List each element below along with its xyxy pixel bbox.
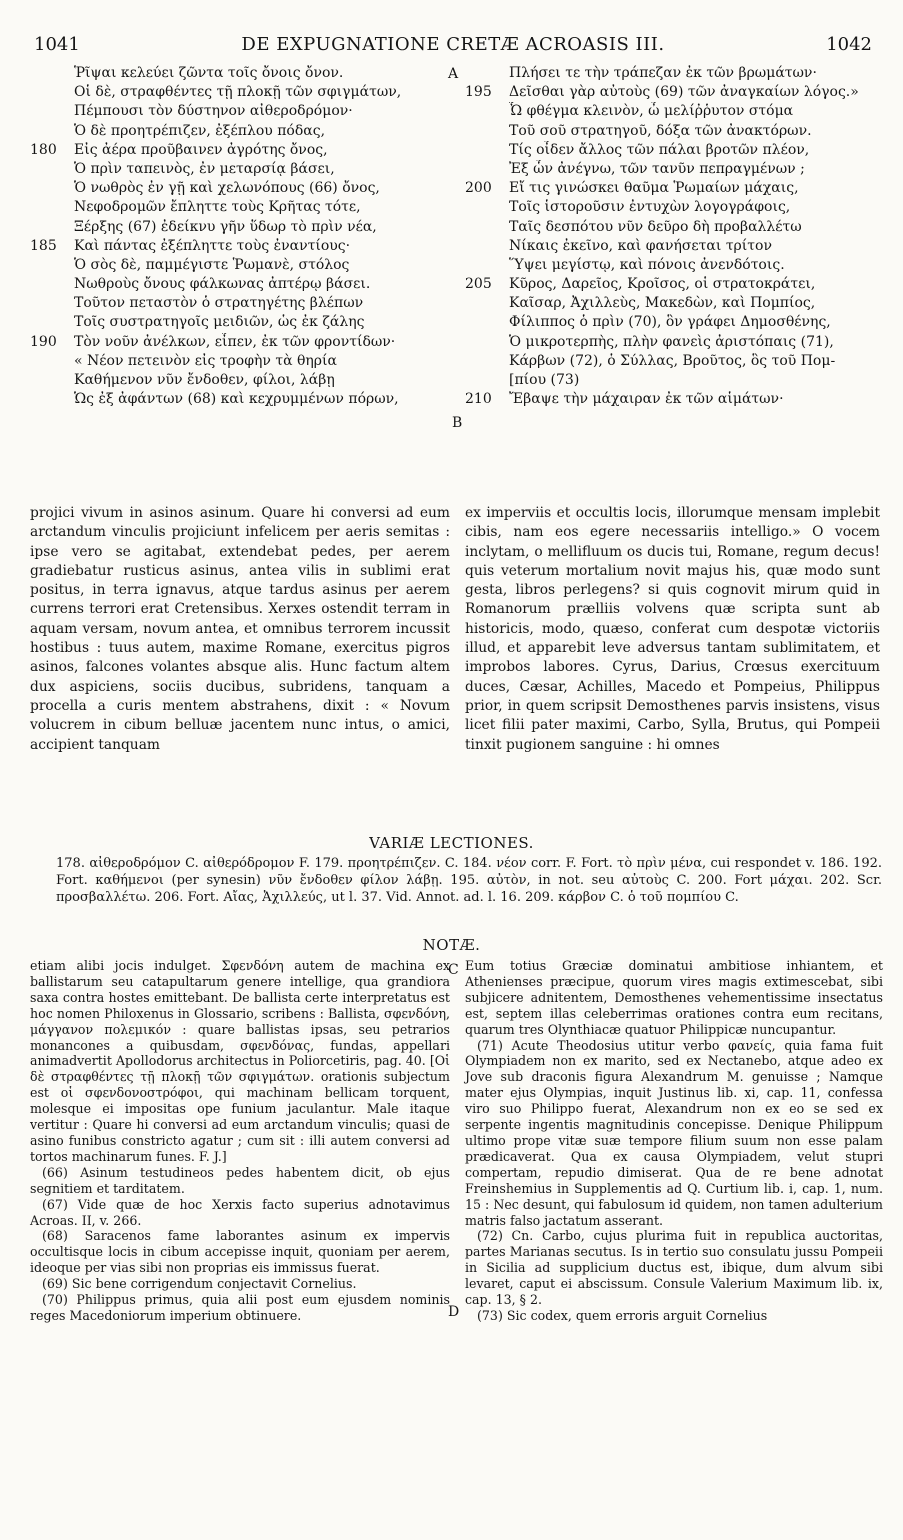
verse-line [30, 371, 448, 390]
verse-line [30, 333, 448, 352]
verse-line [465, 313, 885, 332]
margin-marker-c: C [448, 962, 459, 978]
verse-line [465, 371, 885, 390]
verse-line-number: 190 [30, 333, 57, 350]
verse-line-number: 195 [465, 84, 492, 101]
verse-line-number: 180 [30, 141, 57, 158]
verse-line [465, 198, 885, 217]
note-paragraph: (66) Asinum testudineos pedes habentem dicit, ob ejus segnitiem et tarditatem. [30, 1164, 450, 1196]
verse-line-number: 210 [465, 391, 492, 408]
notes-left-column [30, 958, 450, 1324]
verse-line [30, 256, 448, 275]
notes-right-column [465, 958, 883, 1324]
verse-line-text: Ἔβαψε τὴν μάχαιραν ἐκ τῶν αἱμάτων· [509, 391, 784, 408]
verse-line-text: Εἴ τις γινώσκει θαῦμα Ῥωμαίων μάχαις, [509, 180, 799, 197]
note-paragraph: (67) Vide quæ de hoc Xerxis facto superius adnotavimus Acroas. II, v. 266. [30, 1196, 450, 1228]
verse-line [30, 218, 448, 237]
verse-line-text: Οἱ δὲ, στραφθέντες τῇ πλοκῇ τῶν σφιγμάτων, [74, 84, 402, 101]
verse-line [30, 275, 448, 294]
verse-line-text: Ὡς ἐξ ἀφάντων (68) καὶ κεχρυμμένων πόρων, [74, 391, 399, 408]
verse-line [465, 237, 885, 256]
verse-line-text: Ὁ πρὶν ταπεινὸς, ἐν μεταρσίᾳ βάσει, [74, 160, 335, 177]
verse-line [465, 352, 885, 371]
verse-line-text: Ῥῖψαι κελεύει ζῶντα τοῖς ὄνοις ὄνον. [74, 65, 344, 81]
verse-line-text: Καῖσαρ, Ἀχιλλεὺς, Μακεδὼν, καὶ Πομπίος, [509, 295, 816, 312]
verse-line-text: Τοῖς συστρατηγοῖς μειδιῶν, ὡς ἐκ ζάλης [74, 314, 365, 331]
verse-line-text: Ὕψει μεγίστῳ, καὶ πόνοις ἀνενδότοις. [509, 256, 785, 273]
page-header [34, 34, 872, 60]
verse-line [30, 313, 448, 332]
verse-line [30, 160, 448, 179]
verse-line [465, 83, 885, 102]
margin-marker-a: A [448, 66, 459, 82]
verse-line [465, 64, 885, 83]
verse-line [465, 179, 885, 198]
running-title: DE EXPUGNATIONE CRETÆ ACROASIS III. [241, 34, 665, 55]
verse-line-text: Τοῖς ἱστοροῦσιν ἐντυχὼν λογογράφοις, [509, 199, 791, 216]
verse-line [30, 237, 448, 256]
verse-line-text: Φίλιππος ὁ πρὶν (70), ὃν γράφει Δημοσθένης, [509, 314, 831, 331]
variae-lectiones-heading: VARIÆ LECTIONES. [369, 834, 534, 852]
verse-line-text: Ξέρξης (67) ἐδείκνυ γῆν ὕδωρ τὸ πρὶν νέα, [74, 218, 377, 235]
verse-line-text: Νίκαις ἐκεῖνο, καὶ φανήσεται τρίτον [509, 237, 772, 254]
verse-line-text: Ταῖς δεσπότου νῦν δεῦρο δὴ προβαλλέτω [509, 218, 802, 235]
note-paragraph: etiam alibi jocis indulget. Σφενδόνη autem de machina ex ballistarum seu catapultarum genere intellige, qua grandiora saxa contra hostes emittebant. De ballista certe interpretatus est hoc nomen Philoxenus in Glossario, scribens : Ballista, σφενδόνη, μάγγανον πολεμικόν : quare ballistas ipsas, seu petrarios monancones a quibusdam, σφενδόνας, fundas, appellari animadvertit Apollodorus architectus in Poliorcetiris, pag. 40. [Οἱ δὲ στραφθέντες τῇ πλοκῇ τῶν σφιγμάτων. orationis subjectum est οἱ σφενδονοστρόφοι, qui machinam bellicam torquent, molesque ei impositas ope funium jaculantur. Male itaque vertitur : Quare hi conversi ad eum arctandum vinculis; quasi de asino funibus constricto agatur ; cum sit : illi autem conversi ad tortos machinarum funes. F. J.] [30, 958, 450, 1164]
verse-line [465, 160, 885, 179]
variae-lectiones-text: 178. αἰθεροδρόμον C. αἰθερόδρομον F. 179. προητρέπιζεν. C. 184. νέον corr. F. Fort. τὸ πρὶν μένα, cui respondet v. 186. 192. Fort. καθήμενοι (per synesin) νῦν ἔνδοθεν φίλον λάβῃ. 195. αὐτὸν, in not. seu αὐτοὺς C. 200. Fort μάχαι. 202. Scr. προσβαλλέτω. 206. Fort. Αἴας, Ἀχιλλεύς, ut l. 37. Vid. Annot. ad. l. 16. 209. κάρβον C. ὁ τοῦ πομπίου C. [56, 856, 882, 905]
verse-line-text: Ἐξ ὧν ἀνέγνω, τῶν τανῦν πεπραγμένων ; [509, 160, 805, 177]
verse-line [465, 218, 885, 237]
margin-marker-b: B [452, 415, 463, 431]
verse-line-text: Ὁ νωθρὸς ἐν γῇ καὶ χελωνόπους (66) ὄνος, [74, 180, 380, 197]
page-number-left: 1041 [34, 34, 80, 55]
verse-line [30, 122, 448, 141]
verse-line [30, 294, 448, 313]
verse-line [465, 390, 885, 409]
verse-line-number: 205 [465, 276, 492, 293]
greek-verse-left-column [30, 64, 448, 409]
page-number-right: 1042 [826, 34, 872, 55]
verse-line-number: 200 [465, 180, 492, 197]
verse-line [30, 64, 448, 83]
verse-line-text: Καθήμενον νῦν ἔνδοθεν, φίλοι, λάβῃ [74, 372, 335, 388]
verse-line-text: Τίς οἶδεν ἄλλος τῶν πάλαι βροτῶν πλέον, [509, 141, 810, 158]
verse-line [30, 352, 448, 371]
verse-line [30, 141, 448, 160]
latin-translation-right: ex imperviis et occultis locis, illorumque mensam implebit cibis, nam eos egere necessariis intelligo.» O vocem inclytam, o mellifluum os ducis tui, Romane, regum decus! quis veterum mortalium novit majus his, quæ modo sunt gesta, libros perlegens? si quis cognovit mirum quid in Romanorum prælliis volvens quæ scripta sunt ab historicis, modo, quæso, conferat cum despotæ victoriis illud, et apparebit leve adversus tantam sublimitatem, et improbos labores. Cyrus, Darius, Crœsus exercituum duces, Cæsar, Achilles, Macedo et Pompeius, Philippus prior, in quem scripsit Demosthenes parvis insistens, visus licet filii pater maximi, Carbo, Sylla, Brutus, qui Pompeii tinxit pugionem sanguine : hi omnes [465, 505, 880, 753]
verse-line-text: Ὦ φθέγμα κλεινὸν, ὦ μελίῤῥυτον στόμα [509, 103, 794, 120]
verse-line-text: Κῦρος, Δαρεῖος, Κροῖσος, οἱ στρατοκράτει, [509, 276, 816, 293]
verse-line-number: 185 [30, 237, 57, 254]
verse-line-text: Τοῦ σοῦ στρατηγοῦ, δόξα τῶν ἀνακτόρων. [509, 122, 812, 139]
verse-line-text: Τὸν νοῦν ἀνέλκων, εἶπεν, ἐκ τῶν φροντίδων· [74, 333, 396, 350]
verse-line-text: Τοῦτον πεταστὸν ὁ στρατηγέτης βλέπων [74, 295, 364, 312]
verse-line [30, 102, 448, 121]
verse-line-text: Κάρβων (72), ὁ Σύλλας, Βροῦτος, ὃς τοῦ Πομ- [509, 352, 836, 369]
note-paragraph: (71) Acute Theodosius utitur verbo φανείς, quia fama fuit Olympiadem non ex marito, sed ex Nectanebo, atque adeo ex Jove sub draconis figura Alexandrum M. genuisse ; Namque mater ejus Olympias, inquit Justinus lib. xi, cap. 11, confessa viro suo Philippo fuerat, Alexandrum non ex eo se sed ex serpente ingentis magnitudinis concepisse. Denique Philippum ultimo prope vitæ suæ tempore filium suum non esse palam prædicaverat. Qua ex causa Olympiadem, velut stupri compertam, repudio dimiserat. Qua de re bene adnotat Freinshemius in Supplementis ad Q. Curtium lib. i, cap. 1, num. 15 : Nec desunt, qui fabulosum id quidem, non tamen adulterium matris falso jactatum asserant. [465, 1037, 883, 1228]
verse-line-text: Ὁ σὸς δὲ, παμμέγιστε Ῥωμανὲ, στόλος [74, 256, 350, 273]
verse-line-text: Ὁ μικροτερπὴς, πλὴν φανεὶς ἀριστόπαις (71), [509, 333, 834, 350]
verse-line [465, 122, 885, 141]
verse-line [30, 179, 448, 198]
note-paragraph: (72) Cn. Carbo, cujus plurima fuit in republica auctoritas, partes Marianas secutus. Is in tertio suo consulatu jussu Pompeii in Sicilia ad supplicium ductus est, ibique, dum alvum sibi levaret, caput ei abscissum. Consule Valerium Maximum lib. ix, cap. 13, § 2. [465, 1228, 883, 1308]
note-paragraph: (69) Sic bene corrigendum conjectavit Cornelius. [42, 1276, 357, 1292]
verse-line [465, 294, 885, 313]
note-paragraph: (68) Saracenos fame laborantes asinum ex impervis occultisque locis in cibum accepisse inquit, quoniam per aerem, ideoque per vias sibi non proprias eis immissus fuerat. [30, 1228, 450, 1276]
latin-translation-left: projici vivum in asinos asinum. Quare hi conversi ad eum arctandum vinculis projiciunt infelicem per aeris semitas : ipse vero se agitabat, extendebat pedes, per aerem gradiebatur rusticus asinus, antea vilis in sublimi erat positus, in terra ignavus, atque tardus asinus per aerem currens terrori erat Cretensibus. Xerxes ostendit terram in aquam versam, novum antea, et omnibus terrorem incussit hostibus : tuus autem, maxime Romane, exercitus pigros asinos, falcones volantes absque alis. Hunc factum altem dux aspiciens, sociis ducibus, subridens, tanquam a procella a curis mentem abstrahens, dixit : « Novum volucrem in cibum belluæ jacentem nunc intus, o amici, accipient tanquam [30, 505, 450, 753]
verse-line [465, 333, 885, 352]
verse-line-text: [πίου (73) [509, 372, 580, 388]
verse-line-text: Ὁ δὲ προητρέπιζεν, ἐξέπλου πόδας, [74, 122, 326, 139]
verse-line-text: Πλήσει τε τὴν τράπεζαν ἐκ τῶν βρωμάτων· [509, 65, 817, 81]
verse-line-text: Καὶ πάντας ἐξέπληττε τοὺς ἐναντίους· [74, 237, 351, 254]
verse-line-text: Εἰς ἀέρα προῦβαινεν ἀγρότης ὄνος, [74, 141, 328, 158]
note-paragraph: (70) Philippus primus, quia alii post eum ejusdem nominis reges Macedoniorum imperium obtinuere. [30, 1292, 450, 1323]
margin-marker-d: D [448, 1304, 460, 1320]
verse-line-text: Νωθροὺς ὄνους φάλκωνας ἀπτέρῳ βάσει. [74, 276, 371, 293]
verse-line [465, 275, 885, 294]
verse-line [465, 141, 885, 160]
verse-line [465, 256, 885, 275]
verse-line [30, 390, 448, 409]
verse-line [465, 102, 885, 121]
greek-verse-right-column [465, 64, 885, 409]
verse-line-text: Δεῖσθαι γὰρ αὐτοὺς (69) τῶν ἀναγκαίων λόγος.» [509, 84, 859, 101]
verse-line-text: Πέμπουσι τὸν δύστηνον αἰθεροδρόμον· [74, 103, 353, 120]
verse-line [30, 198, 448, 217]
verse-line-text: Νεφοδρομῶν ἔπληττε τοὺς Κρῆτας τότε, [74, 199, 361, 216]
note-paragraph: Eum totius Græciæ dominatui ambitiose inhiantem, et Athenienses præcipue, quorum vires magis extimescebat, sibi subjicere adnitentem, Demosthenes vehementissime insectatus est, septem illas celeberrimas orationes contra eum recitans, quarum tres Olynthiacæ quatuor Philippicæ nuncupantur. [465, 958, 883, 1037]
notae-heading: NOTÆ. [422, 936, 481, 954]
verse-line [30, 83, 448, 102]
note-paragraph: (73) Sic codex, quem erroris arguit Cornelius [477, 1307, 768, 1323]
verse-line-text: « Νέον πετεινὸν εἰς τροφὴν τὰ θηρία [74, 352, 337, 369]
